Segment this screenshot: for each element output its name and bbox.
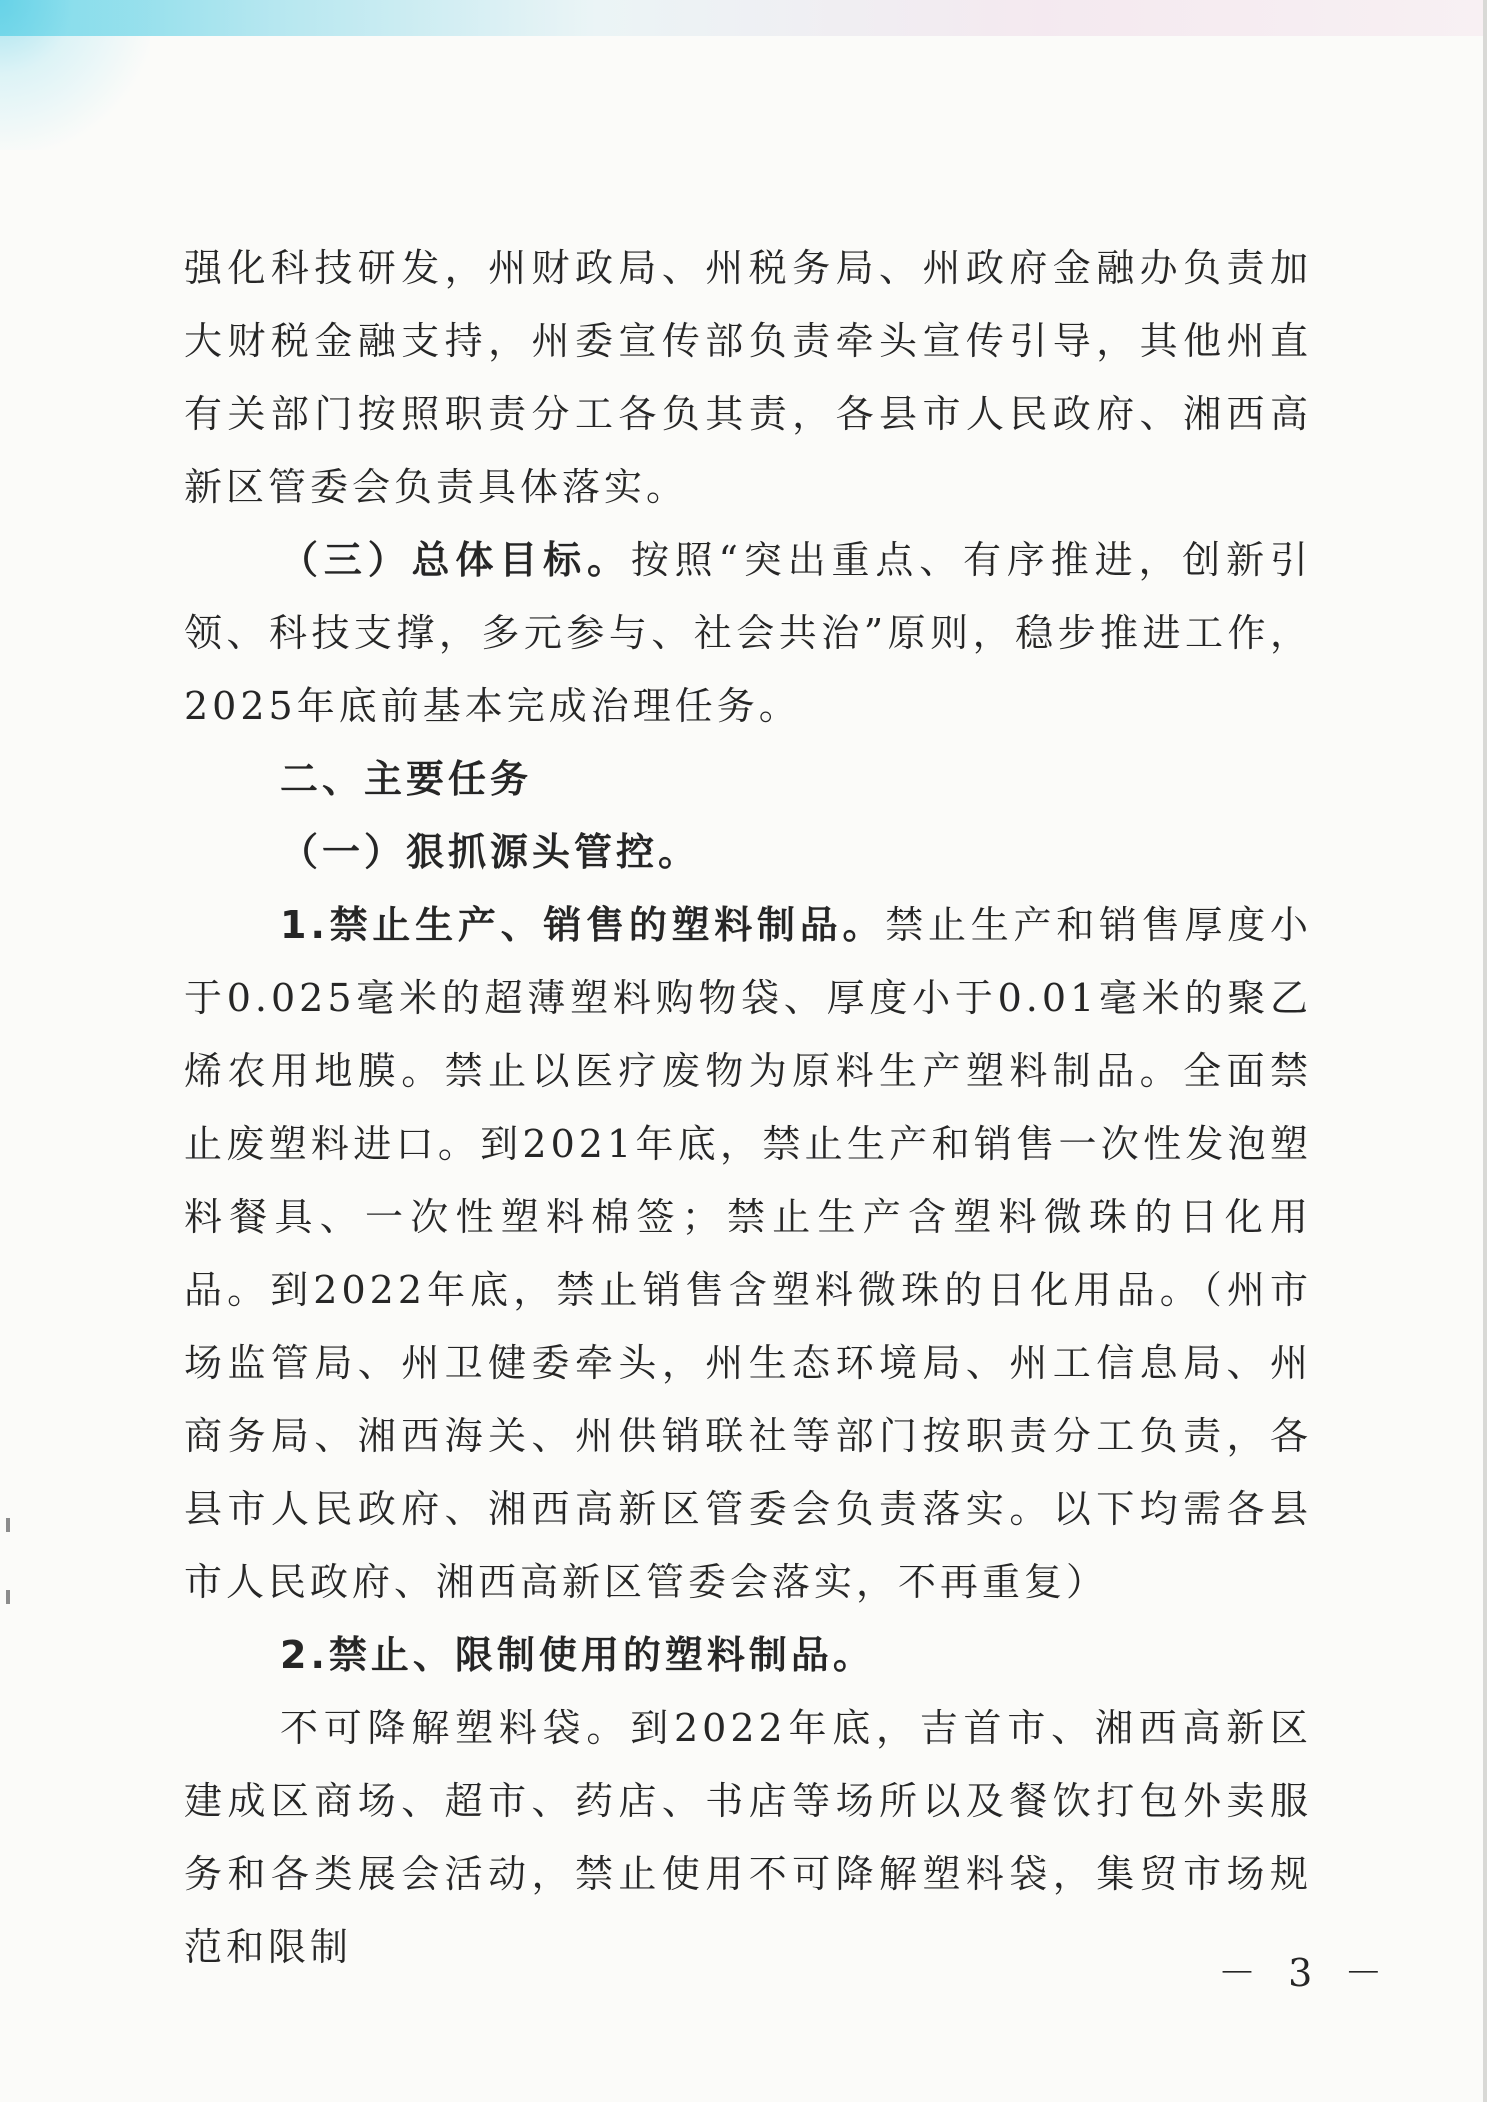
scan-right-edge xyxy=(1483,0,1487,2102)
section-heading-main-tasks: 二、主要任务 xyxy=(280,757,533,801)
binding-mark xyxy=(6,1590,10,1604)
paragraph-text: 强化科技研发，州财政局、州税务局、州政府金融办负责加大财税金融支持，州委宣传部负责牵头宣传引导，其他州直有关部门按照职责分工各负其责，各县市人民政府、湘西高新区管委会负责具体落实。 xyxy=(184,246,1312,509)
subsection-heading-source-control: （一）狠抓源头管控。 xyxy=(280,830,701,874)
paragraph-responsibilities xyxy=(184,232,1312,524)
paragraph-text: 禁止生产和销售厚度小于0.025毫米的超薄塑料购物袋、厚度小于0.01毫米的聚乙烯农用地膜。禁止以医疗废物为原料生产塑料制品。全面禁止废塑料进口。到2021年底，禁止生产和销售一次性发泡塑料餐具、一次性塑料棉签；禁止生产含塑料微珠的日化用品。到2022年底，禁止销售含塑料微珠的日化用品。（州市场监管局、州卫健委牵头，州生态环境局、州工信息局、州商务局、湘西海关、州供销联社等部门按职责分工负责，各县市人民政府、湘西高新区管委会负责落实。以下均需各县市人民政府、湘西高新区管委会落实，不再重复） xyxy=(184,903,1312,1604)
paragraph-text: 不可降解塑料袋。到2022年底，吉首市、湘西高新区建成区商场、超市、药店、书店等场所以及餐饮打包外卖服务和各类展会活动，禁止使用不可降解塑料袋，集贸市场规范和限制 xyxy=(184,1706,1312,1969)
binding-mark xyxy=(6,1518,10,1532)
section-heading-overall-goal: （三）总体目标。 xyxy=(280,538,631,582)
subsection-title-source-control xyxy=(184,816,1312,889)
page-number: － 3 － xyxy=(1218,1951,1393,1995)
scan-corner-tint xyxy=(0,0,150,150)
paragraph-banned-production xyxy=(184,889,1312,1619)
paragraph-overall-goal xyxy=(184,524,1312,743)
item-heading-banned-production: 1.禁止生产、销售的塑料制品。 xyxy=(280,903,886,947)
document-body xyxy=(184,232,1312,1984)
paragraph-non-degradable-bags xyxy=(184,1692,1312,1984)
scan-color-stripe xyxy=(0,0,1487,36)
item-title-restricted-use xyxy=(184,1619,1312,1692)
section-title-main-tasks xyxy=(184,743,1312,816)
paragraph-text: 按照“突出重点、有序推进，创新引领、科技支撑，多元参与、社会共治”原则，稳步推进工作，2025年底前基本完成治理任务。 xyxy=(184,538,1312,728)
item-heading-restricted-use: 2.禁止、限制使用的塑料制品。 xyxy=(280,1633,875,1677)
